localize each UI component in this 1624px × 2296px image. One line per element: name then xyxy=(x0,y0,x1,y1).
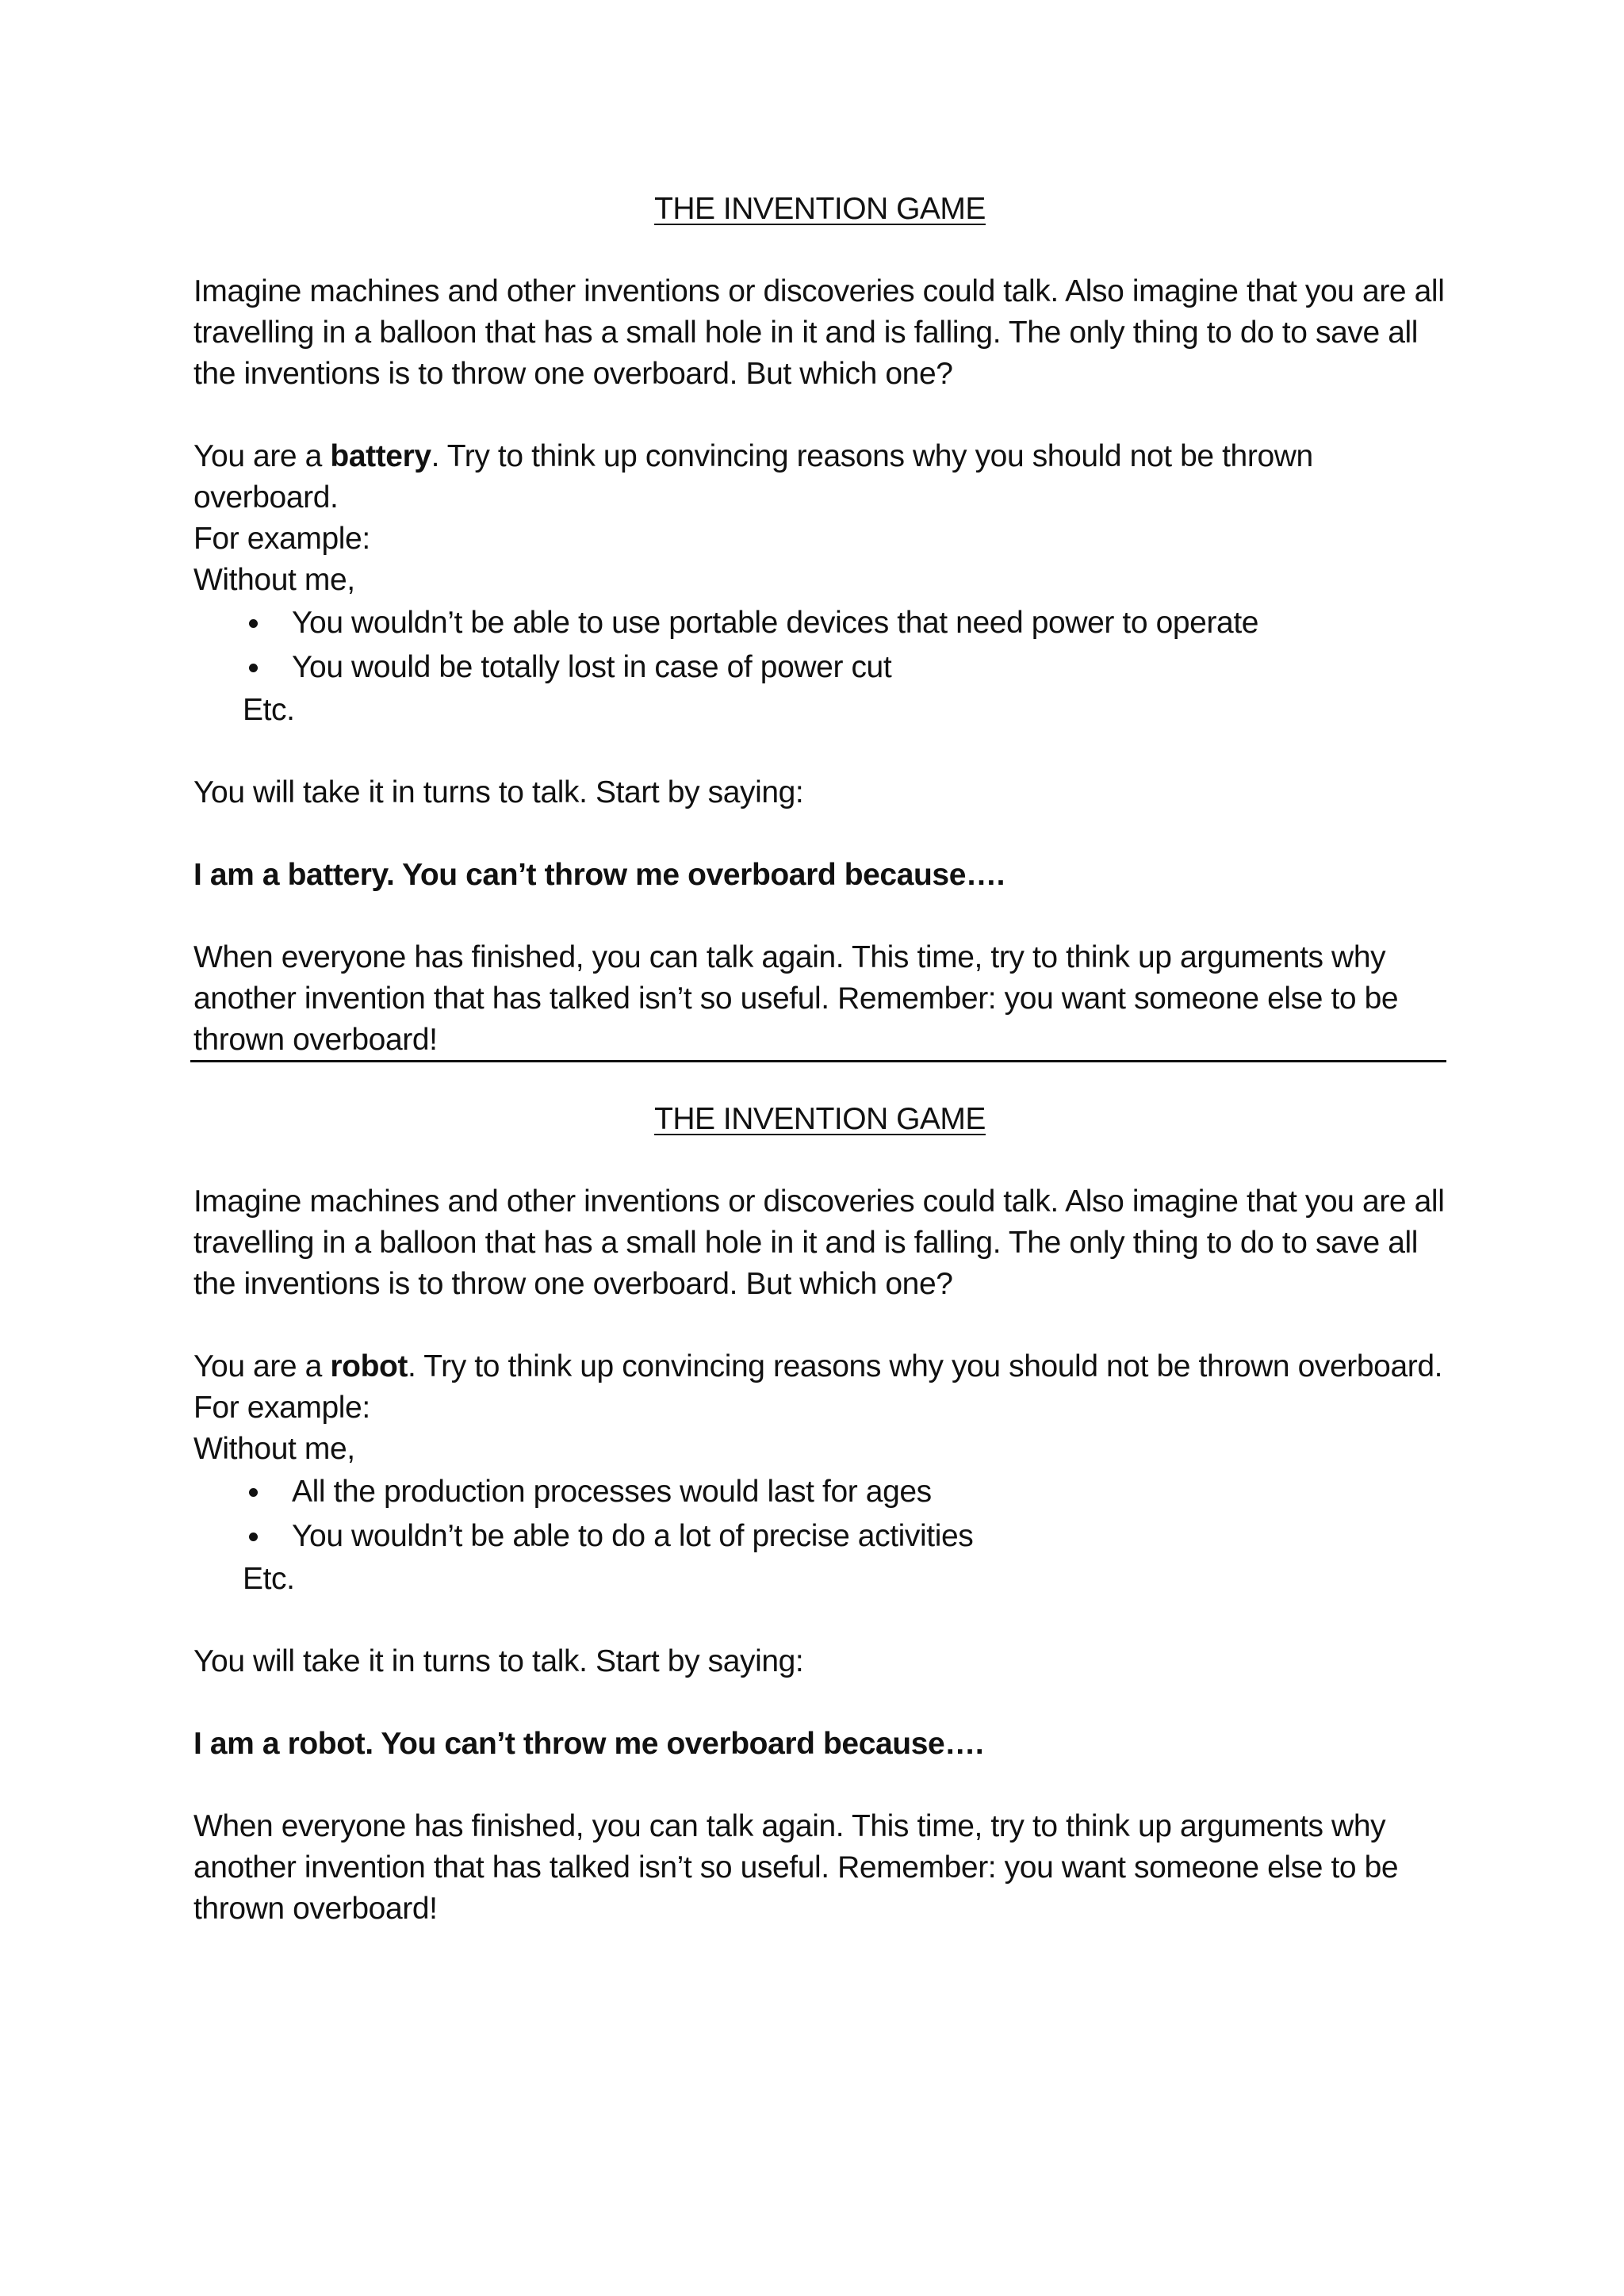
turns-instruction: You will take it in turns to talk. Start by saying: xyxy=(193,1644,804,1678)
opening-line: I am a robot. You can’t throw me overboard because…. xyxy=(193,1727,984,1761)
for-example-label: For example: xyxy=(193,1391,370,1425)
list-item-text: You would be totally lost in case of power cut xyxy=(292,650,892,684)
etc-label: Etc. xyxy=(243,693,295,727)
card-title: THE INVENTION GAME xyxy=(654,192,986,226)
card-title: THE INVENTION GAME xyxy=(654,1102,986,1136)
etc-label: Etc. xyxy=(243,1562,295,1596)
reasons-list xyxy=(193,1470,1446,1559)
bullet-icon xyxy=(249,664,258,672)
list-item-text: You wouldn’t be able to do a lot of precise activities xyxy=(292,1519,974,1553)
reasons-list xyxy=(193,601,1446,690)
for-example-label: For example: xyxy=(193,522,370,556)
bullet-icon xyxy=(249,1488,258,1497)
role-prefix: You are a xyxy=(193,439,331,473)
role-paragraph xyxy=(193,1346,1446,1387)
role-suffix: . Try to think up convincing reasons why you should not be thrown overboard. xyxy=(408,1349,1443,1383)
section-divider xyxy=(190,1060,1446,1062)
role-name: robot xyxy=(330,1349,408,1383)
without-me-label: Without me, xyxy=(193,563,355,597)
role-prefix: You are a xyxy=(193,1349,331,1383)
role-suffix: . Try to think up convincing reasons why you should not be thrown overboard. xyxy=(193,439,1313,515)
list-item xyxy=(193,1514,1446,1559)
list-item xyxy=(193,645,1446,690)
list-item xyxy=(193,1470,1446,1514)
without-me-label: Without me, xyxy=(193,1432,355,1466)
game-card-battery xyxy=(193,189,1446,1061)
list-item xyxy=(193,601,1446,645)
bullet-icon xyxy=(249,1533,258,1541)
opening-line: I am a battery. You can’t throw me overboard because…. xyxy=(193,858,1005,892)
closing-paragraph: When everyone has finished, you can talk again. This time, try to think up arguments why another invention that has talked isn’t so useful. Remember: you want someone else to be thrown overboard! xyxy=(193,940,1399,1057)
role-name: battery xyxy=(330,439,431,473)
intro-paragraph: Imagine machines and other inventions or discoveries could talk. Also imagine that you are all travelling in a balloon that has a small hole in it and is falling. The only thing to do to save all the inventions is to throw one overboard. But which one? xyxy=(193,274,1445,391)
bullet-icon xyxy=(249,619,258,628)
intro-paragraph: Imagine machines and other inventions or discoveries could talk. Also imagine that you are all travelling in a balloon that has a small hole in it and is falling. The only thing to do to save all the inventions is to throw one overboard. But which one? xyxy=(193,1184,1445,1301)
closing-paragraph: When everyone has finished, you can talk again. This time, try to think up arguments why another invention that has talked isn’t so useful. Remember: you want someone else to be thrown overboard! xyxy=(193,1809,1399,1926)
role-paragraph xyxy=(193,436,1446,519)
list-item-text: All the production processes would last for ages xyxy=(292,1475,932,1509)
list-item-text: You wouldn’t be able to use portable devices that need power to operate xyxy=(292,606,1259,640)
game-card-robot xyxy=(193,1099,1446,1930)
turns-instruction: You will take it in turns to talk. Start by saying: xyxy=(193,775,804,809)
